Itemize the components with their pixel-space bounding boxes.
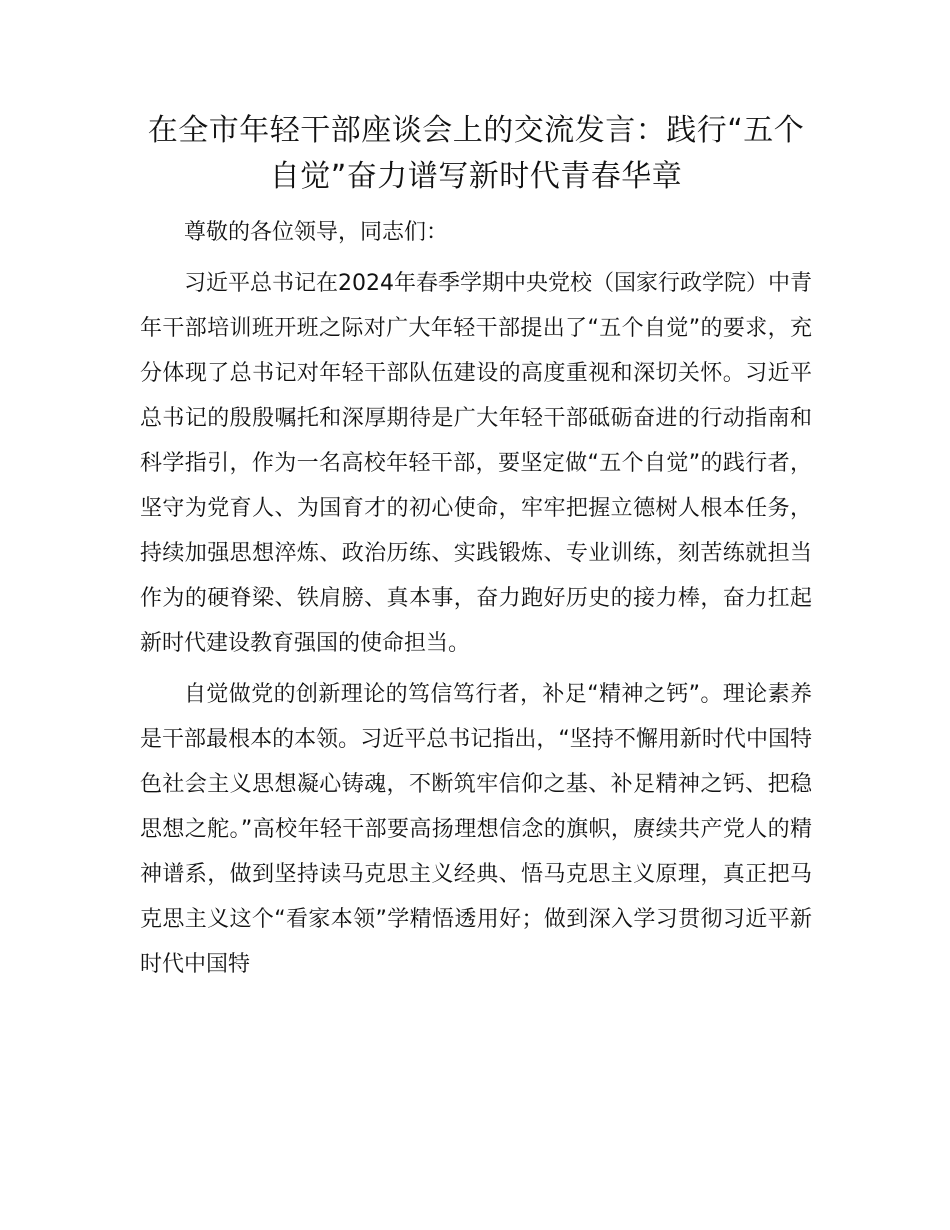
document-body bbox=[140, 210, 812, 987]
theory-paragraph: 自觉做党的创新理论的笃信笃行者，补足“精神之钙”。理论素养是干部最根本的本领。习近平总书记指出，“坚持不懈用新时代中国特色社会主义思想凝心铸魂，不断筑牢信仰之基、补足精神之钙、把稳思想之舵。”高校年轻干部要高扬理想信念的旗帜，赓续共产党人的精神谱系，做到坚持读马克思主义经典、悟马克思主义原理，真正把马克思主义这个“看家本领”学精悟透用好；做到深入学习贯彻习近平新时代中国特 bbox=[140, 682, 812, 977]
salutation-paragraph: 尊敬的各位领导，同志们： bbox=[184, 220, 449, 245]
document-title: 在全市年轻干部座谈会上的交流发言：践行“五个自觉”奋力谱写新时代青春华章 bbox=[147, 113, 805, 194]
document-page bbox=[140, 108, 812, 987]
intro-paragraph: 习近平总书记在2024年春季学期中央党校（国家行政学院）中青年干部培训班开班之际对广大年轻干部提出了“五个自觉”的要求，充分体现了总书记对年轻干部队伍建设的高度重视和深切关怀。习近平总书记的殷殷嘱托和深厚期待是广大年轻干部砥砺奋进的行动指南和科学指引，作为一名高校年轻干部，要坚定做“五个自觉”的践行者，坚守为党育人、为国育才的初心使命，牢牢把握立德树人根本任务，持续加强思想淬炼、政治历练、实践锻炼、专业训练，刻苦练就担当作为的硬脊梁、铁肩膀、真本事，奋力跑好历史的接力棒，奋力扛起新时代建设教育强国的使命担当。 bbox=[140, 271, 812, 656]
